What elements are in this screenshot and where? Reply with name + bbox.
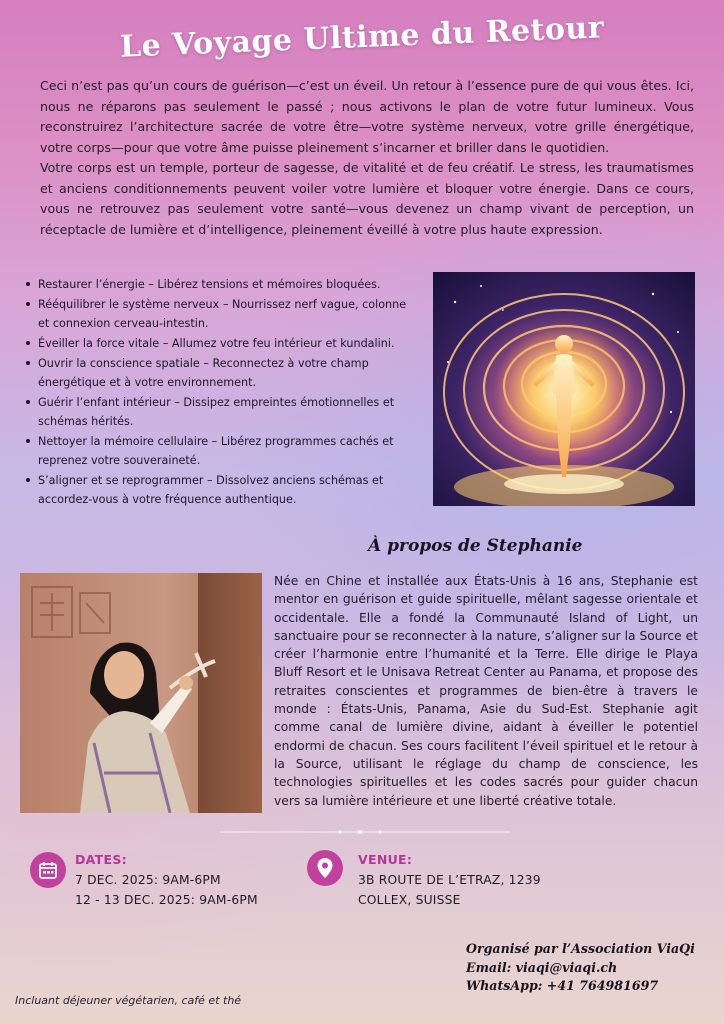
intro-paragraph-1: Ceci n’est pas qu’un cours de guérison—c’est un éveil. Un retour à l’essence pure de qui vous êtes. Ici, nous ne réparons pas seulement le passé ; nous activons le plan de votre futur lumineux. Vous reconstruirez l’architecture sacrée de votre être—votre système nerveux, votre grille énergétique, votre corps—pour que votre âme puisse pleinement s’incarner et briller dans le quotidien.	[40, 78, 694, 155]
intro-paragraph-2: Votre corps est un temple, porteur de sagesse, de vitalité et de feu créatif. Le stress, les traumatismes et anciens conditionnements peuvent voiler votre lumière et bloquer votre énergie. Dans ce cours, vous ne retrouvez pas seulement votre santé—vous devenez un champ vivant de perception, un réceptacle de lumière et d’intelligence, pleinement éveillé à votre plus haute expression.	[40, 160, 694, 237]
benefit-item: Nettoyer la mémoire cellulaire – Libérez programmes cachés et reprenez votre souveraineté.	[24, 432, 418, 470]
benefit-item: Ouvrir la conscience spatiale – Reconnectez à votre champ énergétique et à votre environnement.	[24, 354, 418, 392]
calendar-icon	[30, 852, 66, 888]
page-title: Le Voyage Ultime du Retour	[119, 10, 605, 65]
benefit-item: Guérir l’enfant intérieur – Dissipez empreintes émotionnelles et schémas hérités.	[24, 393, 418, 431]
benefit-item: Restaurer l’énergie – Libérez tensions et mémoires bloquées.	[24, 275, 418, 294]
date-line-2: 12 - 13 DEC. 2025: 9AM-6PM	[75, 893, 258, 907]
organizer-info	[466, 940, 716, 996]
date-line-1: 7 DEC. 2025: 9AM-6PM	[75, 873, 221, 887]
about-text: Née en Chine et installée aux États-Unis à 16 ans, Stephanie est mentor en guérison et guide spirituelle, mêlant sagesse orientale et occidentale. Elle a fondé la Communauté Island of Light, un sanctuaire pour se reconnecter à la nature, s’aligner sur la Source et créer l’harmonie entre l’humanité et la Terre. Elle dirige le Playa Bluff Resort et le Unisava Retreat Center au Panama, et propose des retraites conscientes et programmes de bien-être à travers le monde : États-Unis, Panama, Asie du Sud-Est. Stephanie agit comme canal de lumière divine, aidant à éveiller le potentiel endormi de chacun. Ses cours facilitent l’éveil spirituel et le retour à la Source, utilisant le réglage du champ de conscience, les technologies spirituelles et les codes sacrés pour guider chacun vers sa lumière intérieure et une liberté créative totale.	[274, 574, 698, 808]
stephanie-portrait-image	[20, 573, 262, 813]
dates-label: DATES:	[75, 852, 127, 867]
organizer-name: Organisé par l’Association ViaQi	[466, 941, 695, 956]
organizer-whatsapp: WhatsApp: +41 764981697	[466, 978, 659, 993]
location-pin-icon	[307, 850, 343, 886]
footer-note: Incluant déjeuner végétarien, café et thé	[15, 994, 242, 1007]
intro-text	[40, 76, 694, 240]
cosmic-light-figure-image	[433, 272, 695, 506]
organizer-email: Email: viaqi@viaqi.ch	[466, 959, 618, 975]
benefit-item: S’aligner et se reprogrammer – Dissolvez anciens schémas et accordez-vous à votre fréquence authentique.	[24, 471, 418, 509]
venue-label: VENUE:	[358, 852, 413, 867]
venue-line-1: 3B ROUTE DE L’ETRAZ, 1239	[358, 873, 541, 887]
benefit-item: Éveiller la force vitale – Allumez votre feu intérieur et kundalini.	[24, 334, 418, 353]
about-title: À propos de Stephanie	[368, 536, 583, 556]
benefits-list	[24, 275, 418, 510]
decorative-divider	[220, 830, 510, 834]
venue-line-2: COLLEX, SUISSE	[358, 893, 461, 907]
benefit-item: Rééquilibrer le système nerveux – Nourrissez nerf vague, colonne et connexion cerveau-intestin.	[24, 295, 418, 333]
